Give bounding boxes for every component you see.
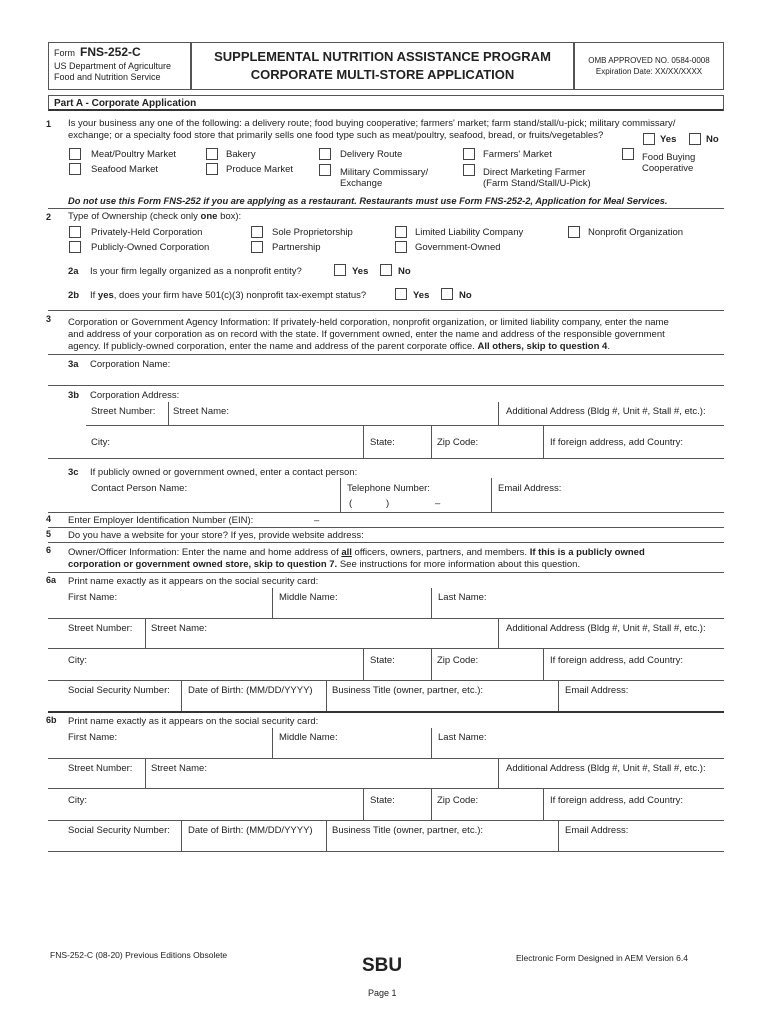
divider — [48, 758, 724, 759]
divider — [48, 851, 724, 852]
q2a-number: 2a — [68, 266, 79, 277]
q2a-no-checkbox[interactable] — [380, 264, 392, 276]
website-field[interactable]: Do you have a website for your store? If yes, provide website address: — [68, 530, 364, 541]
owner1-email-field[interactable]: Email Address: — [565, 685, 629, 696]
q2b-no-label: No — [459, 290, 472, 301]
form-title-line2: CORPORATE MULTI-STORE APPLICATION — [250, 67, 515, 82]
divider — [48, 354, 724, 355]
restaurant-warning: Do not use this Form FNS-252 if you are applying as a restaurant. Restaurants must use Form FNS-252-2, Application for Meal Services. — [68, 196, 668, 206]
ein-field[interactable]: Enter Employer Identification Number (EIN): — [68, 515, 254, 526]
contact-person-field[interactable]: Contact Person Name: — [91, 483, 188, 494]
owner2-ssn-field[interactable]: Social Security Number: — [68, 825, 170, 836]
divider — [272, 588, 273, 618]
owner1-zip-field[interactable]: Zip Code: — [437, 655, 479, 666]
owner2-additional-address-field[interactable]: Additional Address (Bldg #, Unit #, Stall #, etc.): — [506, 763, 706, 774]
owner1-state-field[interactable]: State: — [370, 655, 395, 666]
meat-poultry-checkbox[interactable] — [69, 148, 81, 160]
divider — [181, 820, 182, 851]
owner1-city-field[interactable]: City: — [68, 655, 87, 666]
privately-held-checkbox[interactable] — [69, 226, 81, 238]
llc-checkbox[interactable] — [395, 226, 407, 238]
q2a-yes-checkbox[interactable] — [334, 264, 346, 276]
divider — [48, 385, 724, 386]
form-id: FNS-252-C — [80, 45, 141, 59]
nonprofit-label: Nonprofit Organization — [588, 227, 684, 238]
divider — [431, 648, 432, 680]
q1-yes-label: Yes — [660, 134, 677, 145]
q3c-number: 3c — [68, 467, 79, 478]
owner1-business-title-field[interactable]: Business Title (owner, partner, etc.): — [332, 685, 484, 696]
owner1-last-name-field[interactable]: Last Name: — [438, 592, 487, 603]
corp-country-field[interactable]: If foreign address, add Country: — [550, 437, 684, 448]
publicly-owned-checkbox[interactable] — [69, 241, 81, 253]
form-prefix: Form — [54, 48, 75, 58]
divider — [558, 820, 559, 851]
divider — [48, 458, 724, 459]
q1-number: 1 — [46, 119, 52, 129]
bakery-label: Bakery — [226, 149, 256, 160]
owner2-business-title-field[interactable]: Business Title (owner, partner, etc.): — [332, 825, 484, 836]
q4-number: 4 — [46, 514, 52, 524]
phone-paren-open: ( — [349, 498, 353, 509]
ein-dash: – — [314, 515, 320, 526]
divider — [48, 512, 724, 513]
divider — [168, 402, 169, 425]
divider — [431, 425, 432, 458]
q6-number: 6 — [46, 545, 52, 555]
corp-street-name-field[interactable]: Street Name: — [173, 406, 229, 417]
owner1-additional-address-field[interactable]: Additional Address (Bldg #, Unit #, Stall #, etc.): — [506, 623, 706, 634]
direct-farmer-label-line2: (Farm Stand/Stall/U-Pick) — [483, 178, 591, 189]
divider — [181, 680, 182, 711]
divider — [491, 478, 492, 512]
direct-farmer-checkbox[interactable] — [463, 164, 475, 176]
q2a-yes-label: Yes — [352, 266, 369, 277]
divider — [48, 527, 724, 528]
divider — [48, 572, 724, 573]
agency-line1: US Department of Agriculture — [54, 61, 172, 71]
divider — [543, 648, 544, 680]
divider — [48, 542, 724, 543]
owner2-zip-field[interactable]: Zip Code: — [437, 795, 479, 806]
owner2-street-name-field[interactable]: Street Name: — [151, 763, 207, 774]
corp-state-field[interactable]: State: — [370, 437, 395, 448]
owner1-country-field[interactable]: If foreign address, add Country: — [550, 655, 684, 666]
food-buying-coop-label-line2: Cooperative — [642, 163, 694, 174]
owner2-city-field[interactable]: City: — [68, 795, 87, 806]
divider — [48, 680, 724, 681]
q6b-instruction: Print name exactly as it appears on the social security card: — [68, 716, 319, 727]
divider — [145, 758, 146, 788]
part-a-title: Part A - Corporate Application — [54, 98, 197, 109]
seafood-checkbox[interactable] — [69, 163, 81, 175]
corp-street-number-field[interactable]: Street Number: — [91, 406, 156, 417]
owner2-state-field[interactable]: State: — [370, 795, 395, 806]
footer-edition: FNS-252-C (08-20) Previous Editions Obsolete — [50, 950, 228, 960]
military-commissary-label-line1: Military Commissary/ — [340, 167, 429, 178]
q1-yes-checkbox[interactable] — [643, 133, 655, 145]
divider — [558, 680, 559, 711]
phone-paren-close: ) — [386, 498, 390, 509]
q2-number: 2 — [46, 212, 52, 222]
footer-page-number: Page 1 — [368, 988, 397, 998]
q6a-instruction: Print name exactly as it appears on the social security card: — [68, 576, 319, 587]
partnership-label: Partnership — [272, 242, 321, 253]
owner2-email-field[interactable]: Email Address: — [565, 825, 629, 836]
delivery-route-label: Delivery Route — [340, 149, 403, 160]
government-owned-checkbox[interactable] — [395, 241, 407, 253]
phone-dash: – — [435, 498, 441, 509]
delivery-route-checkbox[interactable] — [319, 148, 331, 160]
q5-number: 5 — [46, 529, 52, 539]
q3-text-line3: agency. If publicly-owned corporation, enter the name and address of the parent corporate office. All others, skip to question 4. — [68, 341, 610, 352]
food-buying-coop-label-line1: Food Buying — [642, 152, 696, 163]
seafood-label: Seafood Market — [91, 164, 159, 175]
divider — [543, 788, 544, 820]
divider — [48, 711, 724, 713]
q2b-yes-label: Yes — [413, 290, 430, 301]
llc-label: Limited Liability Company — [415, 227, 524, 238]
q3-text-line2: and address of your corporation as on record with the state. If government owned, enter the name and address of the responsible government — [68, 329, 665, 340]
divider — [48, 788, 724, 789]
divider — [326, 820, 327, 851]
sole-proprietorship-label: Sole Proprietorship — [272, 227, 353, 238]
corp-city-field[interactable]: City: — [91, 437, 110, 448]
divider — [543, 425, 544, 458]
divider — [340, 478, 341, 512]
owner2-first-name-field[interactable]: First Name: — [68, 732, 118, 743]
owner2-street-number-field[interactable]: Street Number: — [68, 763, 133, 774]
q2a-label: Is your firm legally organized as a nonprofit entity? — [90, 266, 302, 277]
owner1-ssn-field[interactable]: Social Security Number: — [68, 685, 170, 696]
owner1-street-name-field[interactable]: Street Name: — [151, 623, 207, 634]
divider — [363, 425, 364, 458]
q1-text-line2: exchange; or a specialty food store that primarily sells one food type such as meat/poultry, seafood, bread, or fruits/vegetables? — [68, 130, 604, 141]
q2b-number: 2b — [68, 290, 80, 301]
q2-label: Type of Ownership (check only one box): — [68, 211, 242, 222]
produce-label: Produce Market — [226, 164, 294, 175]
q6-text-line2: corporation or government owned store, skip to question 7. See instructions for more information about this question. — [68, 559, 581, 570]
form-title — [191, 48, 574, 84]
q2a-no-label: No — [398, 266, 411, 277]
omb-info — [574, 55, 724, 77]
owner1-first-name-field[interactable]: First Name: — [68, 592, 118, 603]
divider — [431, 788, 432, 820]
q3-number: 3 — [46, 314, 52, 324]
owner1-street-number-field[interactable]: Street Number: — [68, 623, 133, 634]
government-owned-label: Government-Owned — [415, 242, 501, 253]
corporation-address-label: Corporation Address: — [90, 390, 180, 401]
direct-farmer-label-line1: Direct Marketing Farmer — [483, 167, 586, 178]
corp-additional-address-field[interactable]: Additional Address (Bldg #, Unit #, Stall #, etc.): — [506, 406, 706, 417]
divider — [363, 648, 364, 680]
bakery-checkbox[interactable] — [206, 148, 218, 160]
divider — [431, 588, 432, 618]
produce-checkbox[interactable] — [206, 163, 218, 175]
sole-proprietorship-checkbox[interactable] — [251, 226, 263, 238]
divider — [48, 820, 724, 821]
q1-no-label: No — [706, 134, 719, 145]
q3-text-line1: Corporation or Government Agency Information: If privately-held corporation, nonprofit organization, or limited liability company, enter the name — [68, 317, 669, 328]
q6-text-line1: Owner/Officer Information: Enter the name and home address of all officers, owners, partners, and members. If this is a publicly owned — [68, 547, 645, 558]
divider — [431, 728, 432, 758]
form-title-line1: SUPPLEMENTAL NUTRITION ASSISTANCE PROGRAM — [214, 49, 551, 64]
divider — [498, 618, 499, 648]
privately-held-label: Privately-Held Corporation — [91, 227, 203, 238]
q3a-number: 3a — [68, 359, 79, 370]
q3b-number: 3b — [68, 390, 80, 401]
corp-zip-field[interactable]: Zip Code: — [437, 437, 479, 448]
contact-email-field[interactable]: Email Address: — [498, 483, 562, 494]
divider — [498, 402, 499, 425]
owner1-middle-name-field[interactable]: Middle Name: — [279, 592, 338, 603]
agency-line2: Food and Nutrition Service — [54, 72, 161, 82]
owner2-country-field[interactable]: If foreign address, add Country: — [550, 795, 684, 806]
divider — [145, 618, 146, 648]
q1-no-checkbox[interactable] — [689, 133, 701, 145]
military-commissary-label-line2: Exchange — [340, 178, 383, 189]
divider — [272, 728, 273, 758]
divider — [48, 208, 724, 209]
telephone-field[interactable]: Telephone Number: — [347, 483, 430, 494]
food-buying-coop-checkbox[interactable] — [622, 148, 634, 160]
part-a-header — [48, 95, 724, 111]
q2b-no-checkbox[interactable] — [441, 288, 453, 300]
owner2-dob-field[interactable]: Date of Birth: (MM/DD/YYYY) — [188, 825, 313, 836]
divider — [48, 648, 724, 649]
owner2-last-name-field[interactable]: Last Name: — [438, 732, 487, 743]
divider — [498, 758, 499, 788]
expiration-date: Expiration Date: XX/XX/XXXX — [595, 67, 703, 76]
corporation-name-field[interactable]: Corporation Name: — [90, 359, 171, 370]
divider — [48, 310, 724, 311]
divider — [363, 788, 364, 820]
q1-text-line1: Is your business any one of the following: a delivery route; food buying cooperative; farmers' market; farm stand/stall/u-pick; military commissary/ — [68, 118, 676, 129]
owner1-dob-field[interactable]: Date of Birth: (MM/DD/YYYY) — [188, 685, 313, 696]
q6b-number: 6b — [46, 715, 57, 725]
owner2-middle-name-field[interactable]: Middle Name: — [279, 732, 338, 743]
partnership-checkbox[interactable] — [251, 241, 263, 253]
divider — [48, 618, 724, 619]
footer-aem: Electronic Form Designed in AEM Version 6.4 — [516, 953, 688, 963]
military-commissary-checkbox[interactable] — [319, 164, 331, 176]
q2b-yes-checkbox[interactable] — [395, 288, 407, 300]
farmers-market-label: Farmers' Market — [483, 149, 552, 160]
meat-poultry-label: Meat/Poultry Market — [91, 149, 176, 160]
divider — [326, 680, 327, 711]
footer-sbu: SBU — [362, 955, 403, 976]
farmers-market-checkbox[interactable] — [463, 148, 475, 160]
publicly-owned-label: Publicly-Owned Corporation — [91, 242, 210, 253]
nonprofit-checkbox[interactable] — [568, 226, 580, 238]
divider — [86, 425, 724, 426]
q2b-label: If yes, does your firm have 501(c)(3) nonprofit tax-exempt status? — [90, 290, 367, 301]
q3c-label: If publicly owned or government owned, enter a contact person: — [90, 467, 358, 478]
omb-number: OMB APPROVED NO. 0584-0008 — [588, 56, 710, 65]
q6a-number: 6a — [46, 575, 57, 585]
